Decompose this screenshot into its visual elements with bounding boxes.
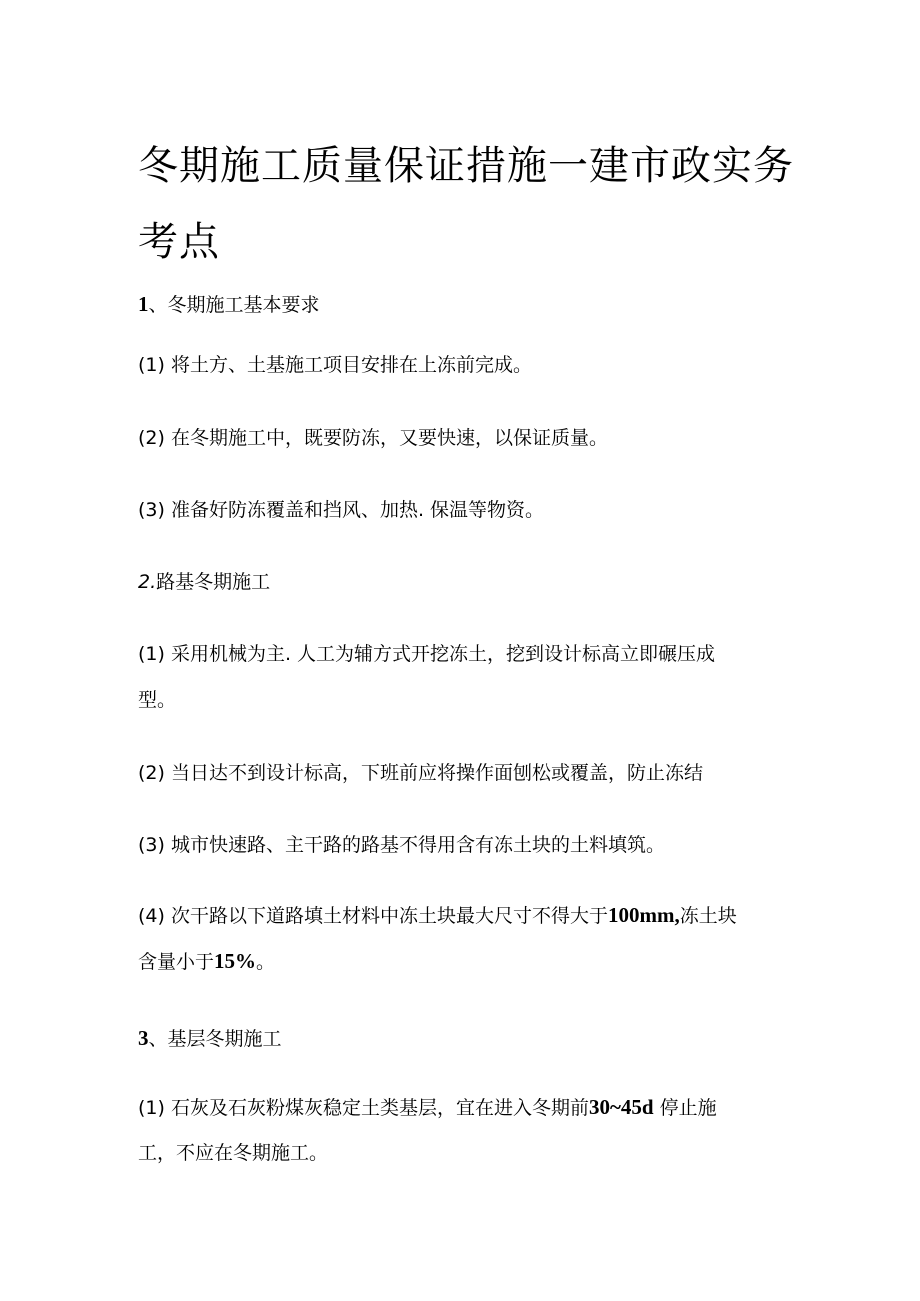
emphasis-value: 15% (214, 949, 257, 973)
section-number: 2. (138, 571, 157, 593)
section-heading-1 (138, 291, 320, 318)
paragraph-continuation: 工，不应在冬期施工。 (138, 1142, 329, 1164)
section-heading-text: 、基层冬期施工 (148, 1028, 282, 1050)
text-run: 。 (256, 951, 276, 973)
section-heading-text: 路基冬期施工 (156, 571, 271, 593)
paragraph: (3) 城市快速路、主干路的路基不得用含有冻土块的土料填筑。 (138, 834, 665, 856)
paragraph (138, 902, 737, 929)
paragraph-continuation (138, 948, 275, 975)
section-number: 1 (138, 292, 149, 316)
section-heading-3 (138, 1025, 282, 1052)
section-heading-2 (138, 569, 270, 595)
paragraph (138, 1094, 717, 1121)
paragraph-continuation: 型。 (138, 689, 177, 711)
document-title: 冬期施工质量保证措施一建市政实务考点 (138, 143, 794, 265)
text-run: 冻土块 (679, 905, 737, 927)
paragraph: (1) 采用机械为主. 人工为辅方式开挖冻土，挖到设计标高立即碾压成 (138, 643, 716, 665)
paragraph: (2) 在冬期施工中，既要防冻，又要快速，以保证质量。 (138, 427, 608, 449)
section-number: 3 (138, 1026, 149, 1050)
paragraph: (2) 当日达不到设计标高，下班前应将操作面刨松或覆盖，防止冻结 (138, 762, 703, 784)
emphasis-value: 100mm, (607, 903, 680, 927)
emphasis-value: 30~45d (588, 1095, 654, 1119)
text-run: 停止施 (653, 1097, 717, 1119)
text-run: 含量小于 (138, 951, 215, 973)
text-run: (4) 次干路以下道路填土材料中冻土块最大尺寸不得大于 (138, 905, 608, 927)
text-run: (1) 石灰及石灰粉煤灰稳定土类基层，宜在进入冬期前 (138, 1097, 589, 1119)
section-heading-text: 、冬期施工基本要求 (148, 294, 320, 316)
paragraph: (3) 准备好防冻覆盖和挡风、加热. 保温等物资。 (138, 499, 545, 521)
paragraph: (1) 将土方、土基施工项目安排在上冻前完成。 (138, 354, 532, 376)
